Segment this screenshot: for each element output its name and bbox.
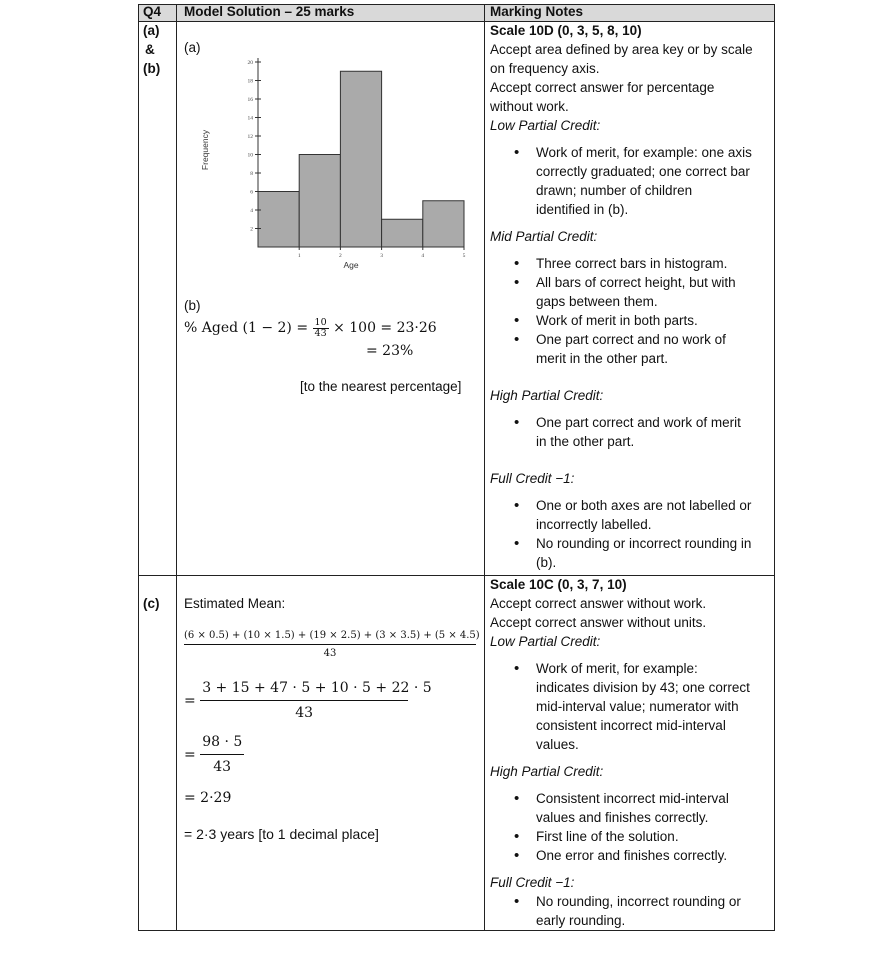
y-tick-label: 10 bbox=[247, 152, 253, 159]
histogram-bar bbox=[299, 155, 340, 248]
notes-c-line: Accept correct answer without work. bbox=[490, 596, 707, 611]
notes-ab-line: on frequency axis. bbox=[490, 61, 600, 76]
y-tick-label: 8 bbox=[250, 171, 253, 177]
notes-ab bbox=[490, 21, 772, 572]
list-item: • One part correct and no work of merit in the other part. bbox=[490, 330, 772, 368]
list-item: • One part correct and work of merit in the other part. bbox=[490, 413, 772, 451]
mean-f3-den: 43 bbox=[213, 759, 232, 775]
eq-fraction bbox=[313, 318, 329, 339]
list-item: • Consistent incorrect mid-interval values and finishes correctly. bbox=[490, 789, 772, 827]
notes-c bbox=[490, 575, 772, 930]
percent-equation bbox=[184, 314, 437, 342]
list-item: • First line of the solution. bbox=[490, 827, 772, 846]
percent-result: = 23% bbox=[366, 343, 414, 359]
notes-ab-line: Accept correct answer for percentage bbox=[490, 80, 715, 95]
mean-f2-den: 43 bbox=[295, 705, 314, 721]
list-item: • Work of merit, for example: indicates division by 43; one correct mid-interval value; numerator with consistent incorrect mid-interval values. bbox=[490, 659, 772, 754]
row-label-amp: & bbox=[145, 42, 155, 57]
y-tick-label: 2 bbox=[250, 226, 253, 233]
notes-ab-line: without work. bbox=[490, 99, 569, 114]
y-tick-label: 14 bbox=[247, 115, 253, 122]
high-partial-title: High Partial Credit: bbox=[490, 764, 604, 779]
low-partial-list bbox=[490, 659, 772, 754]
low-partial-list bbox=[490, 143, 772, 219]
mean-eq-2 bbox=[184, 678, 432, 723]
mean-f2-num: 3 + 15 + 47 · 5 + 10 · 5 + 22 · 5 bbox=[200, 678, 408, 701]
notes-c-scale: Scale 10C (0, 3, 7, 10) bbox=[490, 577, 627, 592]
eq-frac-num: 10 bbox=[314, 316, 327, 328]
x-tick-label: 5 bbox=[462, 253, 466, 259]
mean-fraction-3 bbox=[200, 732, 244, 777]
mean-f3-num: 98 · 5 bbox=[200, 732, 244, 755]
sub-label-a: (a) bbox=[184, 40, 201, 55]
equals-sign: = bbox=[184, 692, 196, 709]
list-item: • No rounding or incorrect rounding in (b). bbox=[490, 534, 772, 572]
mean-fraction-1 bbox=[184, 630, 480, 659]
x-tick-label: 4 bbox=[421, 253, 425, 259]
low-partial-title: Low Partial Credit: bbox=[490, 634, 601, 649]
mid-partial-title: Mid Partial Credit: bbox=[490, 229, 598, 244]
x-axis-label: Age bbox=[343, 260, 359, 270]
mean-eq-3 bbox=[184, 732, 244, 777]
row-label-c: (c) bbox=[143, 596, 160, 611]
y-tick-label: 12 bbox=[247, 134, 253, 140]
mid-partial-list bbox=[490, 254, 772, 368]
histogram-bar bbox=[423, 201, 464, 247]
equals-sign: = bbox=[184, 746, 196, 763]
list-item: • No rounding, incorrect rounding or early rounding. bbox=[490, 892, 772, 930]
histogram-bar bbox=[258, 192, 299, 248]
y-axis-label: Frequency bbox=[200, 129, 210, 171]
row-label-b: (b) bbox=[143, 61, 161, 76]
table-border-bottom bbox=[138, 930, 775, 931]
mean-f1-num: (6 × 0.5) + (10 × 1.5) + (19 × 2.5) + (3 × 3.5) + (5 × 4.5) bbox=[184, 630, 476, 645]
col-divider-2 bbox=[484, 4, 485, 931]
mean-f1-den: 43 bbox=[323, 648, 337, 659]
mean-rounded: = 2·3 years [to 1 decimal place] bbox=[184, 826, 379, 842]
high-partial-list bbox=[490, 413, 772, 451]
x-tick-label: 3 bbox=[380, 253, 383, 259]
full-credit-title: Full Credit −1: bbox=[490, 471, 575, 486]
list-item: • One error and finishes correctly. bbox=[490, 846, 772, 865]
mean-fraction-2 bbox=[200, 678, 432, 723]
header-solution: Model Solution – 25 marks bbox=[184, 4, 355, 19]
high-partial-list bbox=[490, 789, 772, 865]
table-border-right bbox=[774, 4, 775, 931]
low-partial-title: Low Partial Credit: bbox=[490, 118, 601, 133]
y-tick-label: 4 bbox=[250, 208, 253, 214]
col-divider-1 bbox=[176, 4, 177, 931]
x-tick-label: 1 bbox=[297, 253, 301, 259]
sub-label-b: (b) bbox=[184, 298, 201, 313]
list-item: • Work of merit in both parts. bbox=[490, 311, 772, 330]
y-tick-label: 16 bbox=[247, 97, 253, 103]
histogram-bar bbox=[382, 219, 423, 247]
eq-right: × 100 = 23·26 bbox=[333, 320, 437, 336]
full-credit-list bbox=[490, 892, 772, 930]
list-item: • Three correct bars in histogram. bbox=[490, 254, 772, 273]
histogram-bar bbox=[340, 71, 381, 247]
histogram bbox=[196, 50, 476, 280]
high-partial-title: High Partial Credit: bbox=[490, 388, 604, 403]
y-tick-label: 18 bbox=[247, 78, 253, 85]
y-tick-label: 6 bbox=[250, 189, 253, 196]
list-item: • One or both axes are not labelled or incorrectly labelled. bbox=[490, 496, 772, 534]
y-tick-label: 20 bbox=[247, 60, 253, 66]
notes-c-line: Accept correct answer without units. bbox=[490, 615, 707, 630]
header-notes: Marking Notes bbox=[490, 4, 584, 19]
list-item: • Work of merit, for example: one axis correctly graduated; one correct bar drawn; number of children identified in (b). bbox=[490, 143, 772, 219]
x-tick-label: 2 bbox=[339, 253, 342, 259]
header-q: Q4 bbox=[143, 4, 162, 19]
mean-result: = 2·29̇ bbox=[184, 790, 232, 806]
list-item: • All bars of correct height, but with gaps between them. bbox=[490, 273, 772, 311]
notes-ab-scale: Scale 10D (0, 3, 5, 8, 10) bbox=[490, 23, 642, 38]
table-border-left bbox=[138, 4, 139, 931]
eq-left: % Aged (1 − 2) = bbox=[184, 320, 309, 336]
row-label-a: (a) bbox=[143, 23, 160, 38]
full-credit-title: Full Credit −1: bbox=[490, 875, 575, 890]
notes-ab-line: Accept area defined by area key or by scale bbox=[490, 42, 753, 57]
eq-frac-den: 43 bbox=[314, 327, 327, 339]
nearest-percentage-note: [to the nearest percentage] bbox=[300, 379, 462, 394]
estimated-mean-label: Estimated Mean: bbox=[184, 596, 286, 611]
full-credit-list bbox=[490, 496, 772, 572]
